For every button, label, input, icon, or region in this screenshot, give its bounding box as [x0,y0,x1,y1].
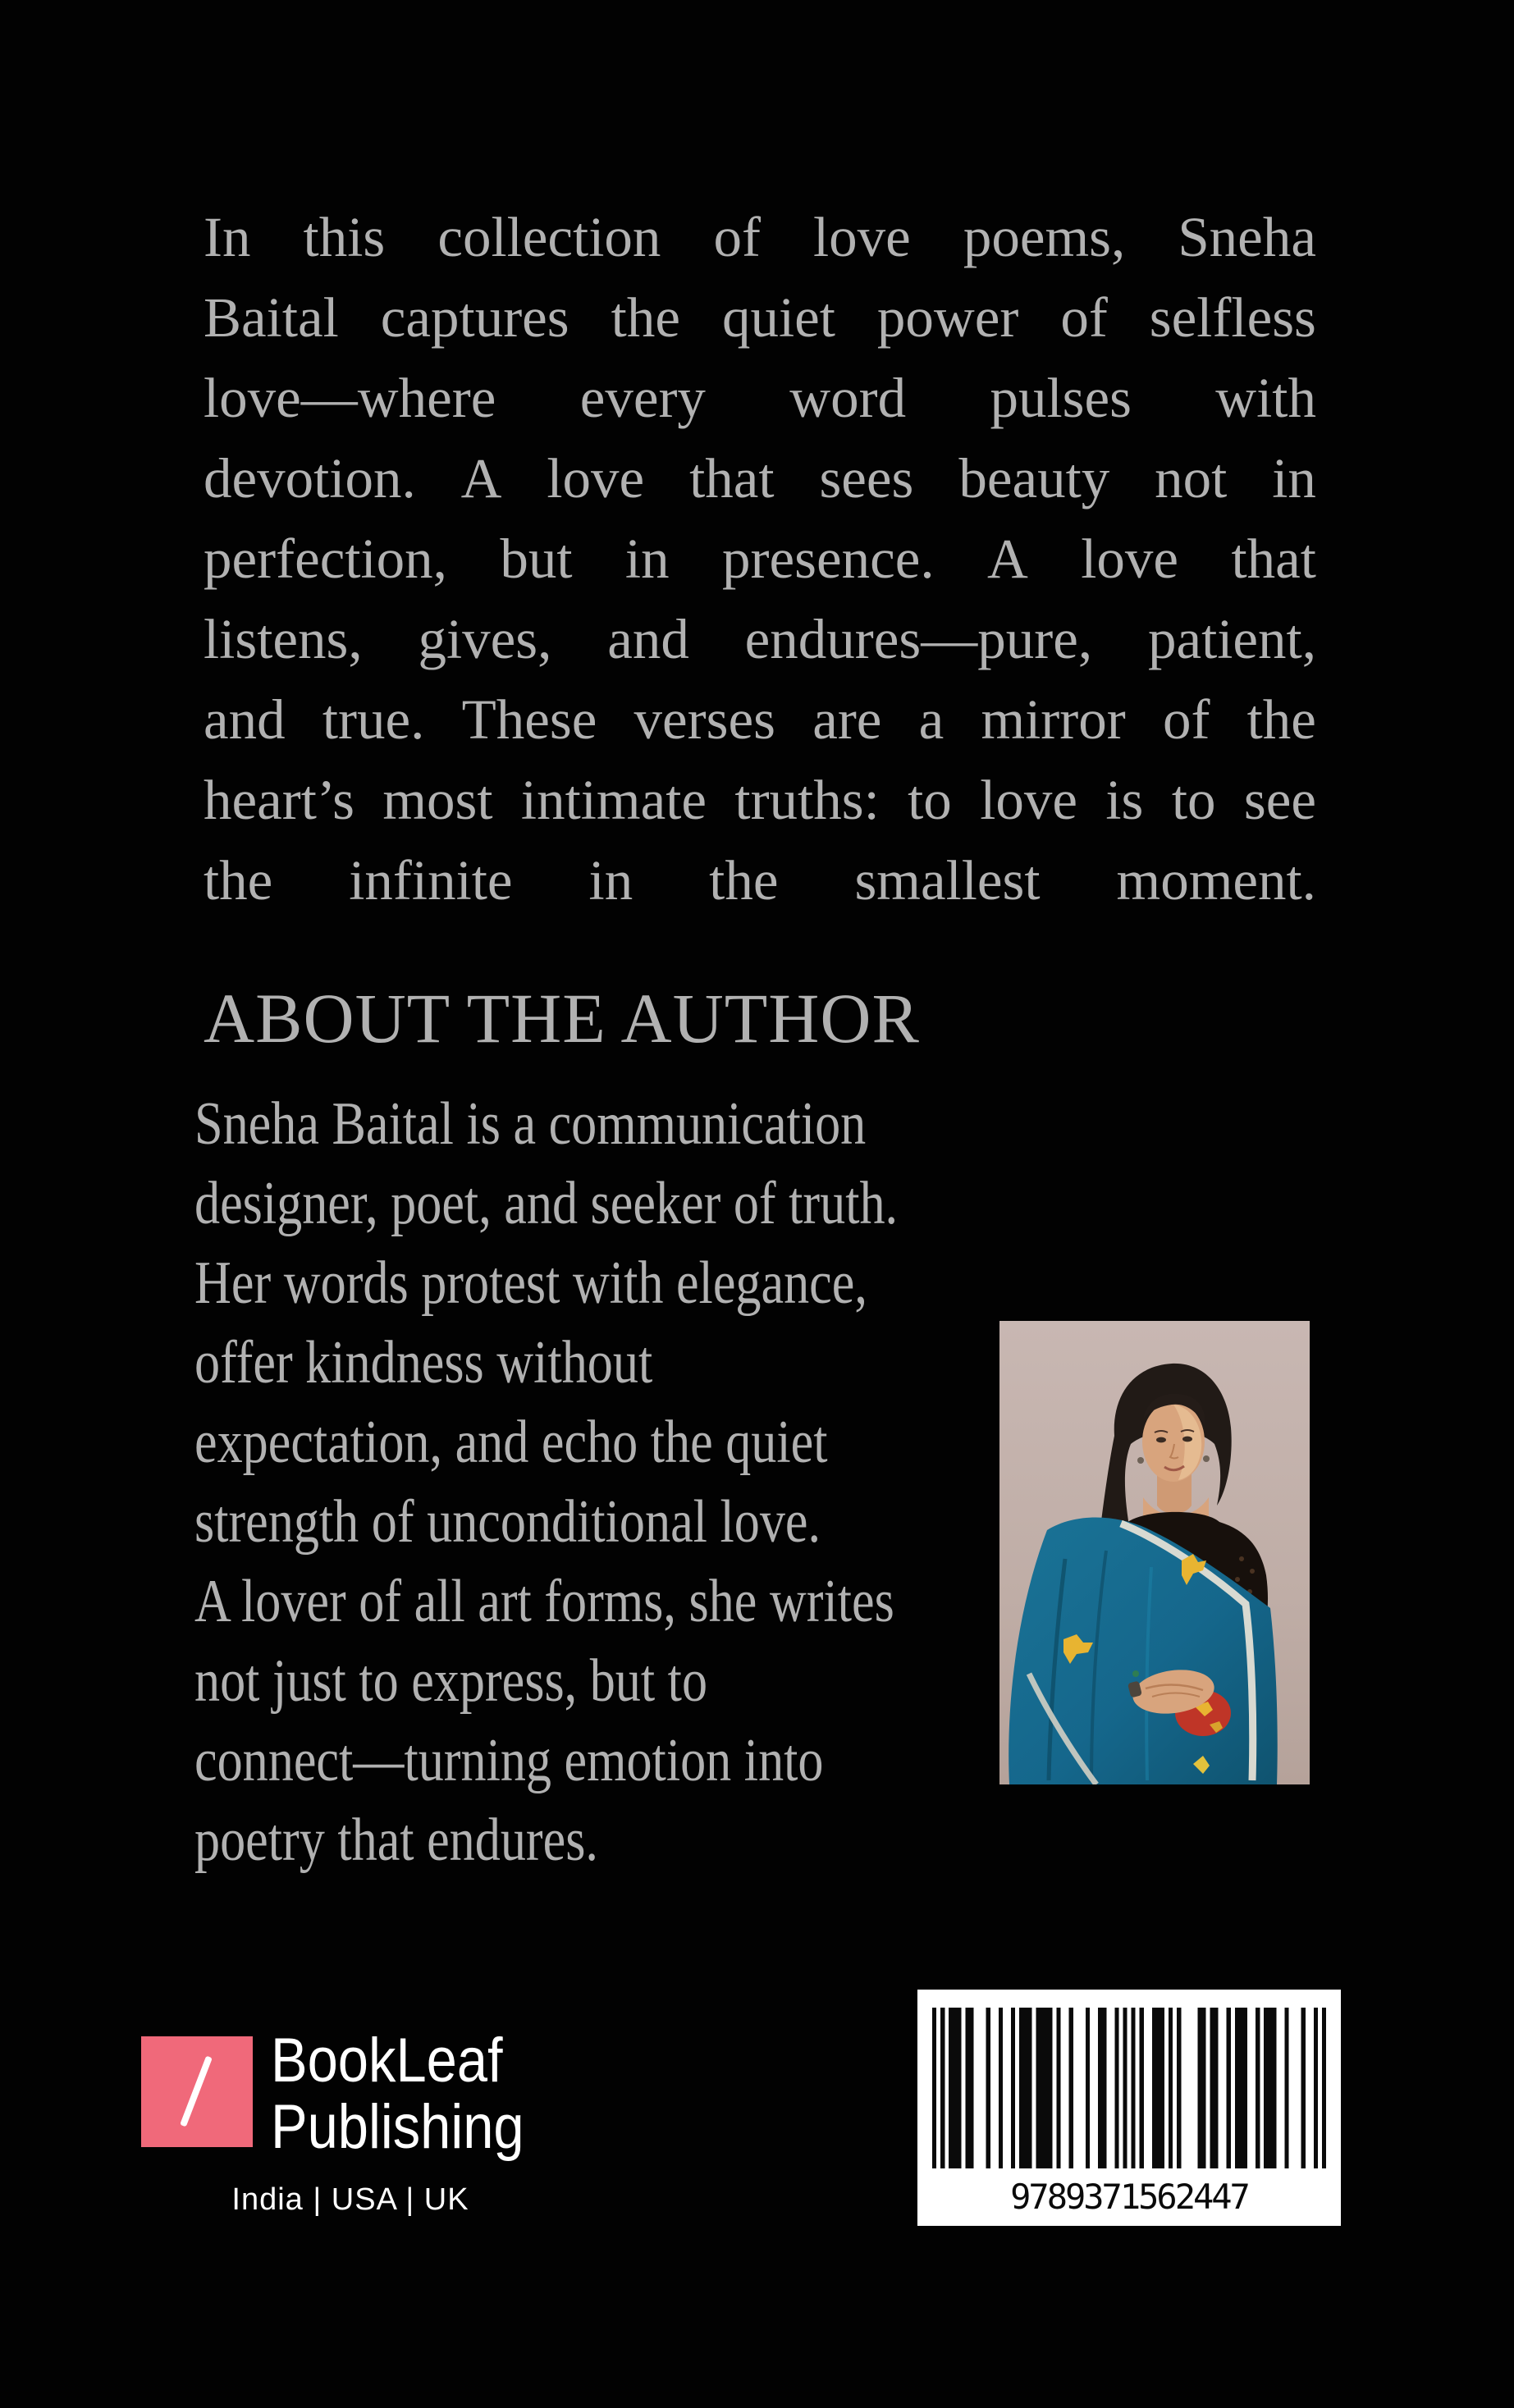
author-eye-left [1156,1437,1166,1443]
author-bangle [1132,1670,1139,1677]
publisher-name-line1: BookLeaf [271,2026,503,2095]
text-line: love—where every word pulses with [204,367,1316,429]
text-line: A lover of all art forms, she writes [194,1568,894,1635]
publisher-name-line2: Publishing [271,2092,524,2162]
author-earring-right [1203,1455,1210,1462]
publisher-name [271,2027,559,2160]
isbn-barcode [917,1990,1341,2226]
author-earring-left [1137,1457,1144,1464]
text-line: strength of unconditional love. [194,1488,821,1556]
text-line: not just to express, but to [194,1647,708,1715]
text-line: the infinite in the smallest moment. [204,849,1316,912]
text-line: expectation, and echo the quiet [194,1409,828,1476]
author-bio [194,1085,1031,1880]
text-line: Baital captures the quiet power of selfless [204,286,1316,349]
publisher-logo-icon [141,2036,253,2147]
isbn-number: 9789371562447 [1010,2177,1248,2217]
text-line: designer, poet, and seeker of truth. [194,1170,899,1237]
publisher-regions: India | USA | UK [231,2182,469,2217]
text-line: connect—turning emotion into [194,1727,824,1794]
text-line: listens, gives, and endures—pure, patient, [204,608,1316,670]
text-line: poetry that endures. [194,1807,598,1874]
author-photo [999,1321,1310,1784]
text-line: devotion. A love that sees beauty not in [204,447,1316,509]
text-line: heart’s most intimate truths: to love is to see [204,769,1316,831]
about-author-heading: ABOUT THE AUTHOR [204,979,920,1058]
text-line: Sneha Baital is a communication [194,1090,867,1158]
barcode-bars [932,2008,1326,2168]
blurb-paragraph [204,197,1316,921]
author-eye-right [1182,1437,1192,1442]
text-line: offer kindness without [194,1329,653,1396]
text-line: and true. These verses are a mirror of the [204,688,1316,751]
author-photo-illustration [999,1321,1310,1784]
text-line: Her words protest with elegance, [194,1250,867,1317]
text-line: perfection, but in presence. A love that [204,528,1316,590]
text-line: In this collection of love poems, Sneha [204,206,1316,268]
